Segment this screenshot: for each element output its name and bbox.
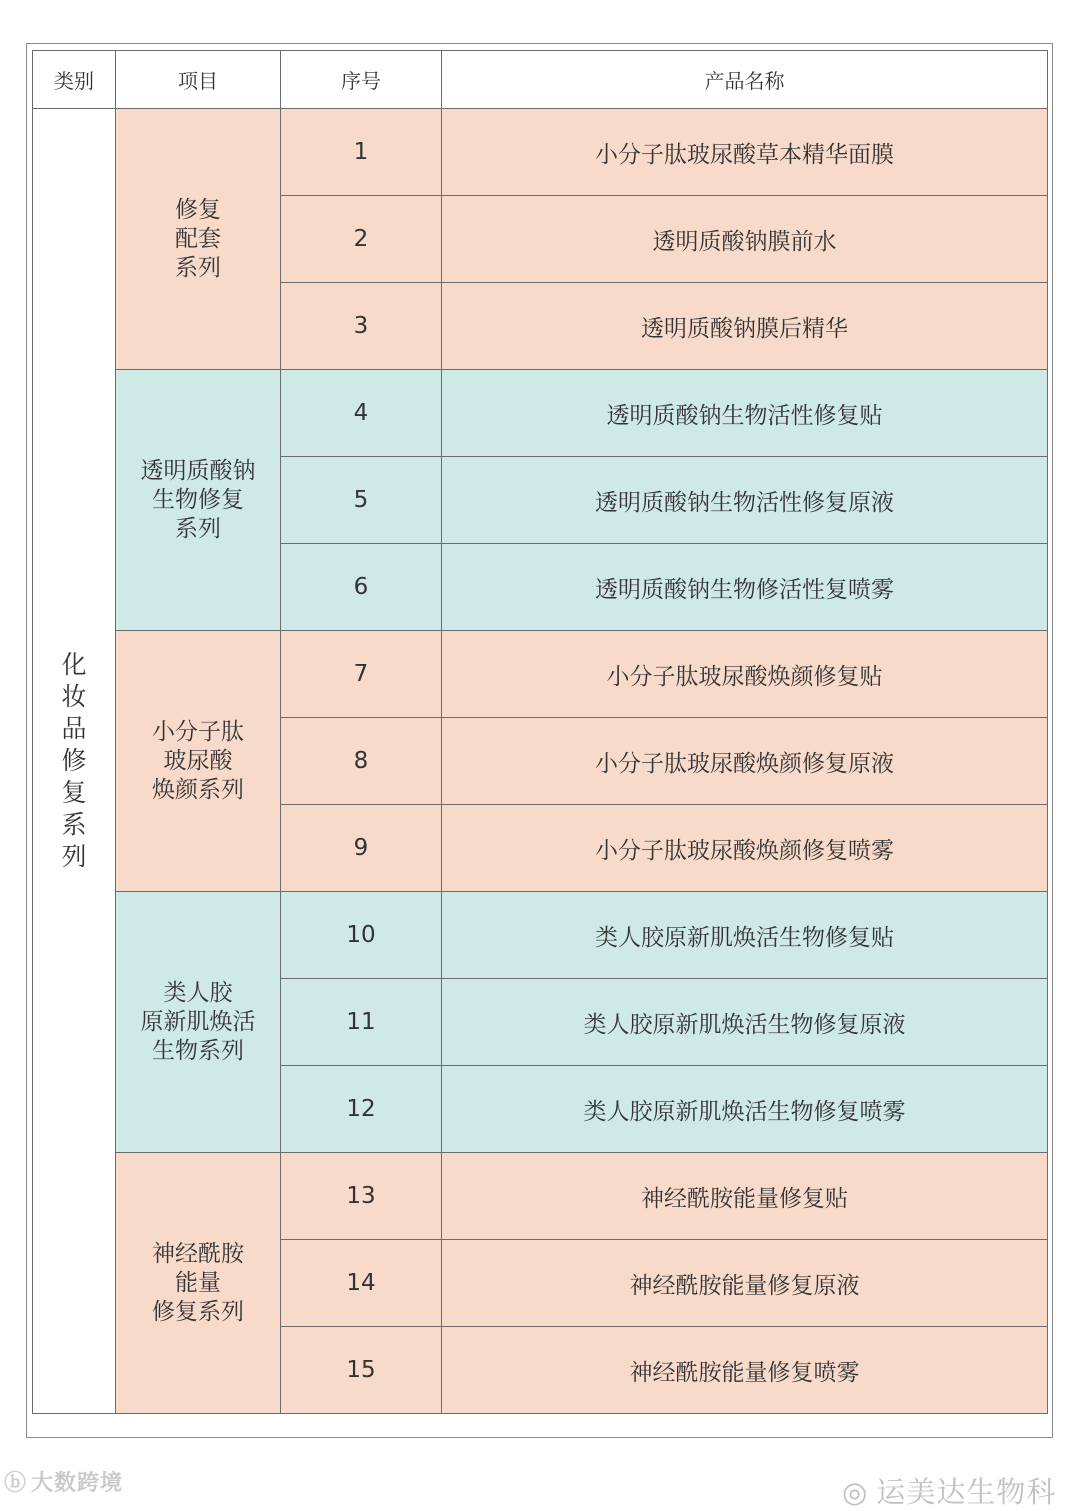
table-row (33, 892, 1048, 979)
brand-logo-icon: ⓑ (4, 1471, 28, 1496)
series-label: 神经酰胺 能量 修复系列 (152, 1240, 244, 1325)
product-table (32, 50, 1048, 1414)
header-row (33, 51, 1048, 109)
product-name: 小分子肽玻尿酸焕颜修复贴 (442, 631, 1048, 718)
watermark-left-text: 大数跨境 (31, 1471, 124, 1496)
row-number: 15 (281, 1327, 442, 1414)
row-number: 5 (281, 457, 442, 544)
series-label: 修复 配套 系列 (175, 196, 221, 281)
product-name: 神经酰胺能量修复喷雾 (442, 1327, 1048, 1414)
category-label: 化妆品修复系列 (61, 650, 87, 871)
row-number: 14 (281, 1240, 442, 1327)
row-number: 9 (281, 805, 442, 892)
row-number: 3 (281, 283, 442, 370)
series-label: 透明质酸钠 生物修复 系列 (140, 457, 256, 542)
row-number: 13 (281, 1153, 442, 1240)
table-row (33, 370, 1048, 457)
row-number: 11 (281, 979, 442, 1066)
row-number: 12 (281, 1066, 442, 1153)
series-label: 小分子肽 玻尿酸 焕颜系列 (152, 718, 244, 803)
category-cell (33, 109, 116, 1414)
row-number: 6 (281, 544, 442, 631)
row-number: 10 (281, 892, 442, 979)
series-label: 类人胶 原新肌焕活 生物系列 (140, 979, 256, 1064)
product-name: 类人胶原新肌焕活生物修复贴 (442, 892, 1048, 979)
product-name: 透明质酸钠膜后精华 (442, 283, 1048, 370)
product-name: 类人胶原新肌焕活生物修复原液 (442, 979, 1048, 1066)
row-number: 7 (281, 631, 442, 718)
series-cell (116, 631, 281, 892)
table-row (33, 1153, 1048, 1240)
product-name: 小分子肽玻尿酸草本精华面膜 (442, 109, 1048, 196)
series-cell (116, 892, 281, 1153)
wechat-icon: ◎ (842, 1475, 869, 1509)
product-name: 透明质酸钠膜前水 (442, 196, 1048, 283)
product-name: 小分子肽玻尿酸焕颜修复喷雾 (442, 805, 1048, 892)
product-name: 透明质酸钠生物活性修复贴 (442, 370, 1048, 457)
series-cell (116, 1153, 281, 1414)
series-cell (116, 370, 281, 631)
product-name: 类人胶原新肌焕活生物修复喷雾 (442, 1066, 1048, 1153)
row-number: 8 (281, 718, 442, 805)
header-item: 项目 (116, 51, 281, 109)
series-cell (116, 109, 281, 370)
watermark-right (842, 1470, 1056, 1511)
table-row (33, 109, 1048, 196)
product-name: 透明质酸钠生物活性修复原液 (442, 457, 1048, 544)
table-row (33, 631, 1048, 718)
product-name: 神经酰胺能量修复贴 (442, 1153, 1048, 1240)
row-number: 4 (281, 370, 442, 457)
product-name: 神经酰胺能量修复原液 (442, 1240, 1048, 1327)
header-number: 序号 (281, 51, 442, 109)
header-product-name: 产品名称 (442, 51, 1048, 109)
product-name: 透明质酸钠生物修活性复喷雾 (442, 544, 1048, 631)
product-name: 小分子肽玻尿酸焕颜修复原液 (442, 718, 1048, 805)
watermark-left (4, 1466, 123, 1497)
header-category: 类别 (33, 51, 116, 109)
watermark-right-text: 运美达生物科 (876, 1475, 1057, 1509)
row-number: 1 (281, 109, 442, 196)
row-number: 2 (281, 196, 442, 283)
